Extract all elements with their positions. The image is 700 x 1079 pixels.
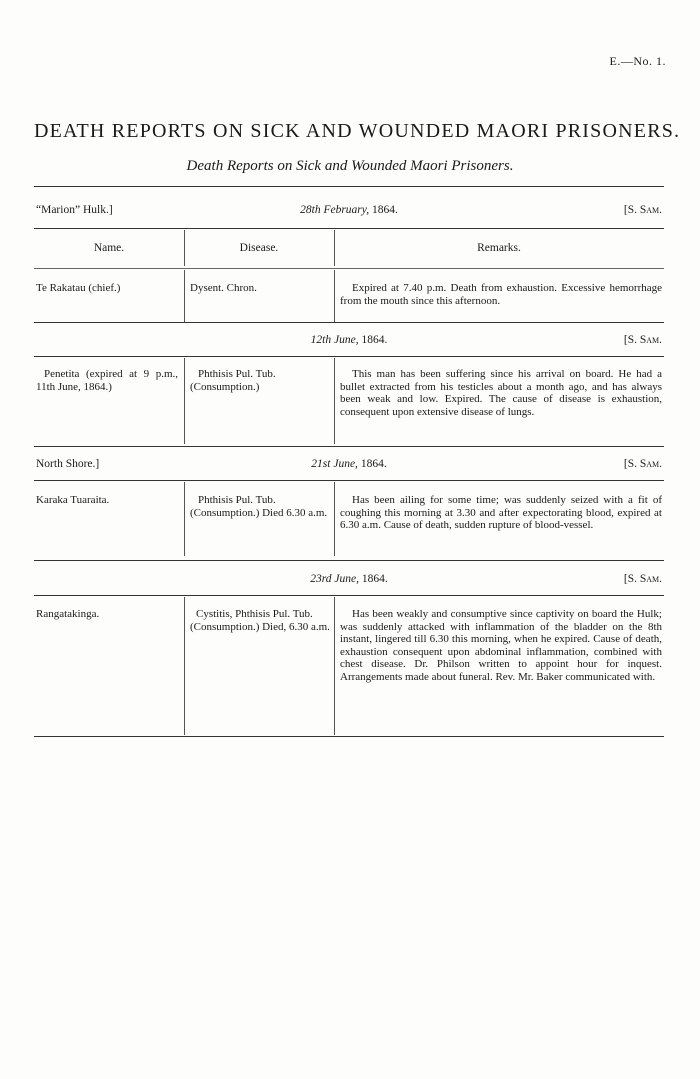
entry-remarks: Expired at 7.40 p.m. Death from exhaustion. Excessive hemorrhage from the mouth since this afternoon. (340, 282, 662, 307)
report-date: 21st June, 1864. (311, 458, 387, 470)
column-divider (184, 482, 185, 556)
column-divider (334, 482, 335, 556)
column-divider (184, 270, 185, 322)
document-reference: E.—No. 1. (609, 54, 666, 68)
report-signature: [S. Sam. (623, 573, 662, 585)
column-header-disease: Disease. (239, 242, 279, 254)
column-divider (334, 230, 335, 266)
page-subtitle: Death Reports on Sick and Wounded Maori Prisoners. (186, 158, 514, 174)
column-header-remarks: Remarks. (477, 242, 521, 254)
rule (34, 186, 664, 187)
entry-disease: Phthisis Pul. Tub. (Consumption.) (190, 368, 276, 393)
report-place: “Marion” Hulk.] (36, 204, 113, 216)
report-date: 28th February, 1864. (300, 204, 398, 216)
column-divider (334, 358, 335, 444)
entry-disease: Phthisis Pul. Tub. (Consumption.) Died 6.30 a.m. (190, 494, 328, 519)
entry-remarks: Has been weakly and consumptive since captivity on board the Hulk; was suddenly attacked with inflammation of the bladder on the 8th instant, lingered till 6.30 this morning, when he expired. Cause of death, exhaustion consequent upon abdominal inflammation, combined with chest disease. Dr. Philson written to appoint hour for inquest. Arrangements made about funeral. Rev. Mr. Baker communicated with. (340, 608, 662, 683)
report-signature: [S. Sam. (623, 204, 662, 216)
entry-name: Karaka Tuaraita. (36, 494, 110, 506)
report-date: 23rd June, 1864. (310, 573, 388, 585)
rule (34, 322, 664, 323)
rule (34, 268, 664, 269)
rule (34, 480, 664, 481)
report-signature: [S. Sam. (623, 458, 662, 470)
column-divider (184, 230, 185, 266)
column-divider (334, 270, 335, 322)
rule (34, 595, 664, 596)
rule (34, 736, 664, 737)
report-place: North Shore.] (36, 458, 100, 470)
entry-disease: Cystitis, Phthisis Pul. Tub. (Consumption.) Died, 6.30 a.m. (190, 608, 330, 633)
column-header-name: Name. (93, 242, 125, 254)
entry-name: Te Rakatau (chief.) (36, 282, 121, 294)
rule (34, 446, 664, 447)
entry-name: Penetita (expired at 9 p.m., 11th June, 1864.) (36, 368, 178, 393)
report-date: 12th June, 1864. (310, 334, 388, 346)
rule (34, 560, 664, 561)
entry-remarks: This man has been suffering since his arrival on board. He had a bullet extracted from his testicles about a month ago, and has always been weak and low. Expired. The cause of disease is exhaustion, consequent upon extensive disease of lungs. (340, 368, 662, 418)
entry-disease: Dysent. Chron. (190, 282, 257, 294)
column-divider (334, 597, 335, 735)
report-signature: [S. Sam. (623, 334, 662, 346)
page-title: DEATH REPORTS ON SICK AND WOUNDED MAORI PRISONERS. (34, 120, 681, 142)
column-divider (184, 358, 185, 444)
rule (34, 228, 664, 229)
rule (34, 356, 664, 357)
entry-remarks: Has been ailing for some time; was suddenly seized with a fit of coughing this morning at 3.30 and after expectorating blood, expired at 6.30 a.m. Cause of death, sudden rupture of blood-vessel. (340, 494, 662, 532)
column-divider (184, 597, 185, 735)
entry-name: Rangatakinga. (36, 608, 100, 620)
